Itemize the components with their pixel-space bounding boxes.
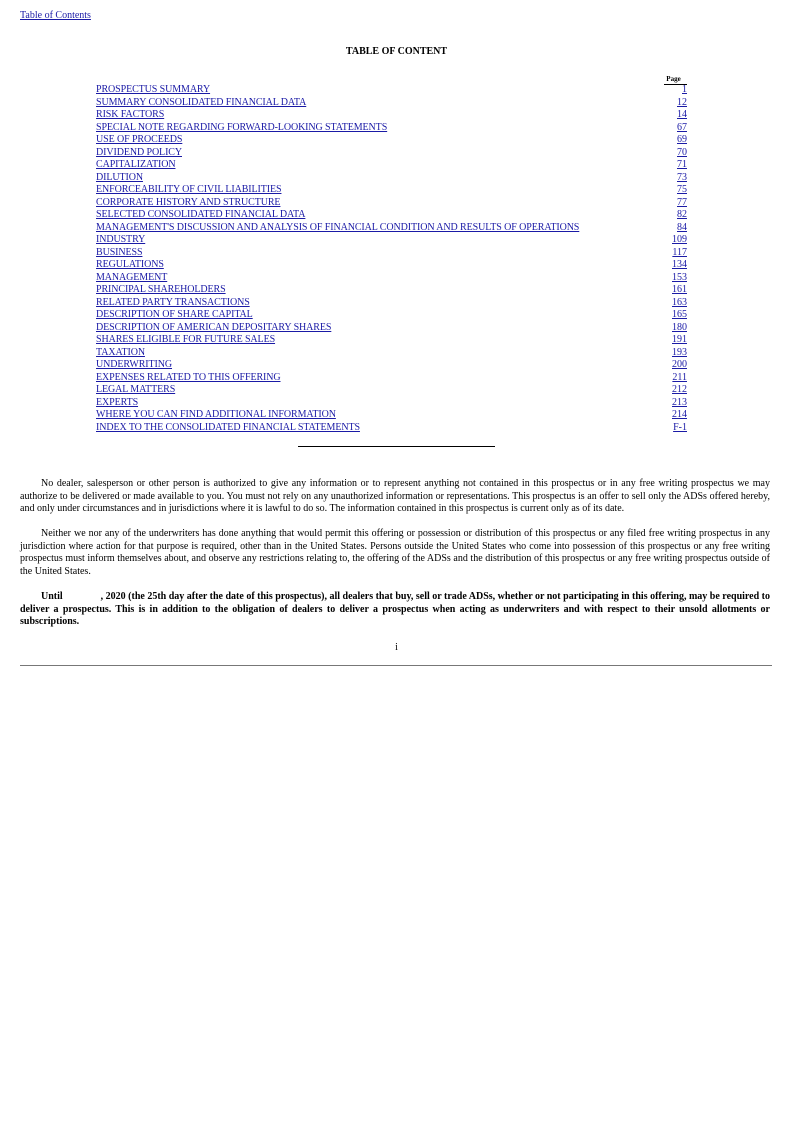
toc-row [96, 109, 687, 122]
dealer-notice-text: , 2020 (the 25th day after the date of this prospectus), all dealers that buy, sell or trade ADSs, whether or not participating in this offering, may be required to deliver a prospectus. This is in addition to the obligation of dealers to deliver a prospectus when acting as underwriters and with respect to their unsold allotments or subscriptions. [20, 591, 770, 627]
toc-row [96, 84, 687, 97]
table-of-contents-link[interactable]: Table of Contents [20, 10, 91, 21]
toc-entry-link[interactable]: USE OF PROCEEDS [96, 134, 183, 145]
toc-row [96, 222, 687, 235]
distribution-paragraph: Neither we nor any of the underwriters has done anything that would permit this offering or possession or distribution of this prospectus or any filed free writing prospectus in any jurisdiction where action for that purpose is required, other than in the United States. Persons outside the United States who come into possession of this prospectus or any free writing prospectus must inform themselves about, and observe any restrictions relating to, the offering of the ADSs and the distribution of this prospectus or any free writing prospectus outside of the United States. [20, 528, 770, 577]
toc-entry-link[interactable]: SHARES ELIGIBLE FOR FUTURE SALES [96, 334, 276, 345]
toc-entry-link[interactable]: RELATED PARTY TRANSACTIONS [96, 296, 250, 308]
toc-page-link[interactable]: 109 [672, 234, 687, 245]
toc-page-link[interactable]: 212 [672, 384, 687, 395]
toc-row [96, 122, 687, 135]
toc-page-link[interactable]: 213 [672, 396, 687, 408]
toc-entry-link[interactable]: DESCRIPTION OF SHARE CAPITAL [96, 309, 253, 320]
toc-page-link[interactable]: F-1 [673, 421, 687, 433]
toc-row [96, 372, 687, 385]
toc-entry-link[interactable]: INDEX TO THE CONSOLIDATED FINANCIAL STATEMENTS [96, 421, 360, 433]
toc-row [96, 297, 687, 310]
toc-entry-link[interactable]: EXPENSES RELATED TO THIS OFFERING [96, 371, 281, 383]
section-divider [298, 446, 495, 447]
toc-row [96, 234, 687, 247]
toc-entry-link[interactable]: DIVIDEND POLICY [96, 146, 182, 158]
page-number: i [395, 642, 398, 653]
toc-page-link[interactable]: 211 [672, 371, 687, 383]
toc-page-link[interactable]: 77 [677, 196, 687, 208]
toc-entry-link[interactable]: SPECIAL NOTE REGARDING FORWARD-LOOKING STATEMENTS [96, 121, 388, 133]
toc-entry-link[interactable]: REGULATIONS [96, 259, 164, 270]
toc-entry-link[interactable]: RISK FACTORS [96, 109, 165, 120]
page-bottom-rule [20, 665, 772, 666]
toc-row [96, 322, 687, 335]
toc-page-link[interactable]: 161 [672, 284, 687, 295]
toc-row [96, 334, 687, 347]
toc-row [96, 159, 687, 172]
toc-entry-link[interactable]: PRINCIPAL SHAREHOLDERS [96, 284, 226, 295]
toc-page-link[interactable]: 180 [672, 321, 687, 333]
toc-row [96, 197, 687, 210]
toc-row [96, 184, 687, 197]
toc-page-link[interactable]: 153 [672, 271, 687, 283]
toc-entry-link[interactable]: DILUTION [96, 171, 143, 183]
toc-page-link[interactable]: 82 [677, 209, 687, 220]
toc-entry-link[interactable]: MANAGEMENT [96, 271, 168, 283]
toc-page-link[interactable]: 73 [677, 171, 687, 183]
toc-row [96, 97, 687, 110]
toc-page-link[interactable]: 163 [672, 296, 687, 308]
toc-page-link[interactable]: 70 [677, 146, 687, 158]
toc-page-link[interactable]: 134 [672, 259, 687, 270]
toc-row [96, 409, 687, 422]
toc-entry-link[interactable]: TAXATION [96, 346, 145, 358]
dealer-notice-lead: Until [41, 591, 63, 602]
toc-row [96, 147, 687, 160]
toc-page-link[interactable]: 84 [677, 221, 687, 233]
toc-row [96, 134, 687, 147]
toc-entry-link[interactable]: CORPORATE HISTORY AND STRUCTURE [96, 196, 281, 208]
toc-entry-link[interactable]: EXPERTS [96, 396, 139, 408]
toc-entry-link[interactable]: WHERE YOU CAN FIND ADDITIONAL INFORMATION [96, 409, 336, 420]
toc-title: TABLE OF CONTENT [345, 46, 448, 57]
toc-entry-link[interactable]: SELECTED CONSOLIDATED FINANCIAL DATA [96, 209, 306, 220]
toc-page-link[interactable]: 117 [672, 246, 687, 258]
toc-entry-link[interactable]: BUSINESS [96, 246, 143, 258]
toc-page-link[interactable]: 71 [677, 159, 687, 170]
toc-row [96, 359, 687, 372]
toc-row [96, 209, 687, 222]
toc-list [96, 84, 687, 434]
toc-row [96, 384, 687, 397]
toc-row [96, 284, 687, 297]
toc-entry-link[interactable]: SUMMARY CONSOLIDATED FINANCIAL DATA [96, 96, 307, 108]
dealer-notice-paragraph [20, 591, 770, 629]
toc-page-link[interactable]: 200 [672, 359, 687, 370]
toc-entry-link[interactable]: LEGAL MATTERS [96, 384, 176, 395]
toc-row [96, 397, 687, 410]
toc-page-link[interactable]: 14 [677, 109, 687, 120]
toc-page-link[interactable]: 214 [672, 409, 687, 420]
toc-entry-link[interactable]: PROSPECTUS SUMMARY [96, 84, 211, 95]
toc-entry-link[interactable]: MANAGEMENT'S DISCUSSION AND ANALYSIS OF FINANCIAL CONDITION AND RESULTS OF OPERATIONS [96, 221, 580, 233]
toc-row [96, 347, 687, 360]
toc-page-link[interactable]: 69 [677, 134, 687, 145]
toc-page-link[interactable]: 165 [672, 309, 687, 320]
toc-entry-link[interactable]: CAPITALIZATION [96, 159, 176, 170]
toc-page-link[interactable]: 193 [672, 346, 687, 358]
toc-entry-link[interactable]: DESCRIPTION OF AMERICAN DEPOSITARY SHARES [96, 321, 332, 333]
toc-page-link[interactable]: 12 [677, 96, 687, 108]
toc-page-link[interactable]: 75 [677, 184, 687, 195]
toc-row [96, 309, 687, 322]
toc-page-column-header: Page [666, 75, 681, 83]
toc-page-link[interactable]: 191 [672, 334, 687, 345]
toc-page-link[interactable]: 67 [677, 121, 687, 133]
toc-entry-link[interactable]: INDUSTRY [96, 234, 146, 245]
toc-row [96, 422, 687, 435]
toc-entry-link[interactable]: UNDERWRITING [96, 359, 173, 370]
toc-row [96, 172, 687, 185]
toc-page-link[interactable]: 1 [682, 84, 687, 95]
toc-row [96, 259, 687, 272]
toc-entry-link[interactable]: ENFORCEABILITY OF CIVIL LIABILITIES [96, 184, 282, 195]
disclaimer-paragraph: No dealer, salesperson or other person is authorized to give any information or to represent anything not contained in this prospectus or in any free writing prospectus we may authorize to be delivered or made available to you. You must not rely on any unauthorized information or representations. This prospectus is an offer to sell only the ADSs offered hereby, and only under circumstances and in jurisdictions where it is lawful to do so. The information contained in this prospectus is current only as of its date. [20, 478, 770, 514]
toc-row [96, 272, 687, 285]
toc-row [96, 247, 687, 260]
